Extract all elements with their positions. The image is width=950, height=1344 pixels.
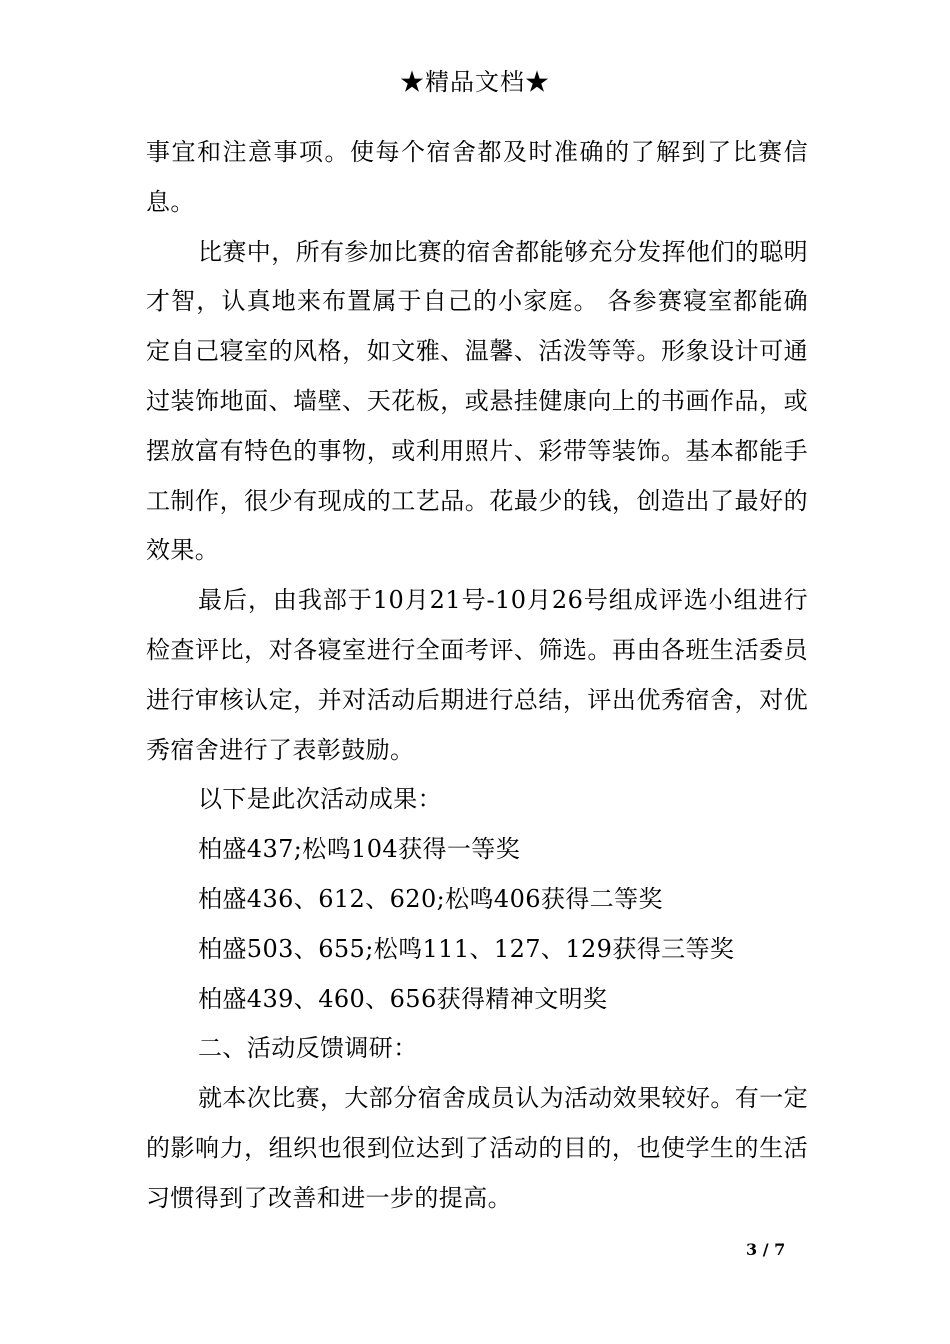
paragraph-evaluation: 最后，由我部于10月21号-10月26号组成评选小组进行检查评比，对各寝室进行全面考评、筛选。再由各班生活委员进行审核认定，并对活动后期进行总结，评出优秀宿舍，对优秀宿舍进行了表彰鼓励。 xyxy=(146,586,808,764)
page-header-title: ★精品文档★ xyxy=(400,68,550,96)
paragraph-continued: 事宜和注意事项。使每个宿舍都及时准确的了解到了比赛信息。 xyxy=(146,138,808,216)
document-body xyxy=(146,128,808,1224)
result-first-prize: 柏盛437;松鸣104获得一等奖 xyxy=(198,835,521,864)
paragraph-feedback: 就本次比赛，大部分宿舍成员认为活动效果较好。有一定的影响力，组织也很到位达到了活动的目的，也使学生的生活习惯得到了改善和进一步的提高。 xyxy=(146,1084,808,1212)
results-intro: 以下是此次活动成果： xyxy=(198,785,442,814)
result-spirit-prize: 柏盛439、460、656获得精神文明奖 xyxy=(198,984,608,1013)
page-number: 3 / 7 xyxy=(746,1240,786,1259)
result-third-prize: 柏盛503、655;松鸣111、127、129获得三等奖 xyxy=(198,934,735,963)
result-second-prize: 柏盛436、612、620;松鸣406获得二等奖 xyxy=(198,884,663,913)
section-heading-feedback: 二、活动反馈调研： xyxy=(198,1034,418,1063)
paragraph-competition: 比赛中，所有参加比赛的宿舍都能够充分发挥他们的聪明才智，认真地来布置属于自己的小家庭。 各参赛寝室都能确定自己寝室的风格，如文雅、温馨、活泼等等。形象设计可通过装饰地面、墙壁、天花板，或悬挂健康向上的书画作品，或摆放富有特色的事物，或利用照片、彩带等装饰。基本都能手工制作，很少有现成的工艺品。花最少的钱，创造出了最好的效果。 xyxy=(146,237,808,565)
